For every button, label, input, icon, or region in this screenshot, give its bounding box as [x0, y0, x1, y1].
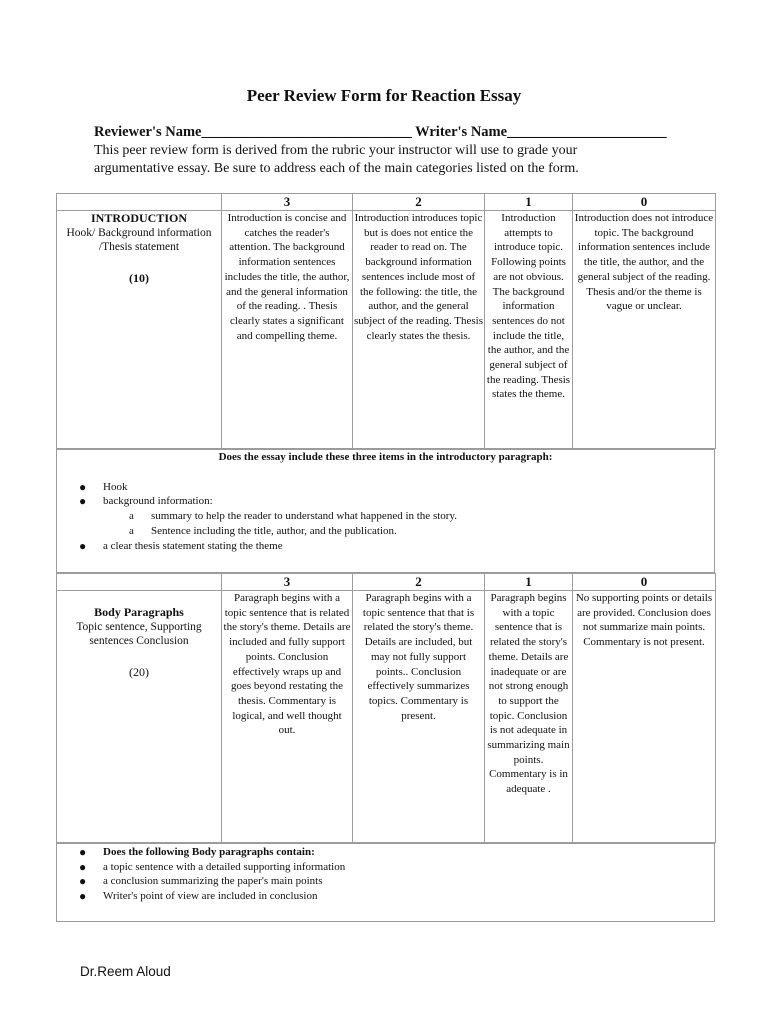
reviewer-name-blank: _____________________________ [201, 124, 412, 140]
introduction-score-0: Introduction does not introduce topic. The background information sentences include the title, the author, and the general subject of the reading. Thesis and/or the theme is vague or unclear. [573, 211, 716, 449]
criteria-header-cell [57, 194, 222, 211]
introduction-title: INTRODUCTION [90, 211, 187, 225]
score-header-row [57, 574, 716, 591]
body-checklist [56, 843, 715, 922]
instructions-line-1: This peer review form is derived from the rubric your instructor will use to grade your [94, 143, 578, 158]
introduction-row [57, 211, 716, 449]
body-rubric-table [56, 573, 716, 843]
list-item: ● a topic sentence with a detailed supporting information [79, 859, 346, 874]
criteria-header-cell [57, 574, 222, 591]
score-header-0: 0 [573, 574, 716, 591]
writer-name-label: Writer's Name [415, 124, 508, 140]
score-header-2: 2 [353, 574, 485, 591]
sub-list-item: a Sentence including the title, author, and the publication. [129, 524, 397, 537]
score-header-3: 3 [222, 194, 353, 211]
list-item: ● Does the following Body paragraphs contain: [79, 845, 315, 859]
introduction-checklist [56, 449, 715, 573]
body-score-0: No supporting points or details are provided. Conclusion does not summarize main points. Commentary is not present. [573, 591, 716, 843]
footer-author: Dr.Reem Aloud [80, 964, 171, 979]
form-title: Peer Review Form for Reaction Essay [246, 86, 522, 105]
body-score-3: Paragraph begins with a topic sentence that is related the story's theme. Details are included and fully support points. Conclusion effectively wraps up and goes beyond restating the thesis. Commentary is logical, and well thought out. [222, 591, 353, 843]
score-header-1: 1 [485, 194, 573, 211]
list-item: ● Hook [79, 479, 128, 494]
introduction-score-3: Introduction is concise and catches the reader's attention. The background information sentences includes the title, the author, and the general information of the reading. . Thesis clearly states a significant and compelling theme. [222, 211, 353, 449]
body-row [57, 591, 716, 843]
introduction-score-2: Introduction introduces topic but is does not entice the reader to read on. The background information sentences include most of the following: the title, the author, and the general subject of the reading. Thesis clearly states the thesis. [353, 211, 485, 449]
list-item: ● a clear thesis statement stating the theme [79, 538, 283, 553]
score-header-0: 0 [573, 194, 716, 211]
body-points: (20) [129, 665, 149, 680]
introduction-score-1: Introduction attempts to introduce topic. Following points are not obvious. The background information sentences do not include the title, the author, and the general subject of the reading. Thesis states the theme. [485, 211, 573, 449]
introduction-rubric-table [56, 193, 716, 449]
reviewer-name-label: Reviewer's Name [94, 124, 202, 140]
list-item: ● background information: [79, 494, 213, 509]
body-subtitle: Topic sentence, Supporting sentences Conclusion [76, 620, 202, 648]
body-score-2: Paragraph begins with a topic sentence that that is related the story's theme. Details are included, but may not fully support points.. Conclusion effectively summarizes topics. Commentary is present. [353, 591, 485, 843]
names-line [94, 124, 667, 141]
body-title: Body Paragraphs [94, 605, 184, 619]
score-header-3: 3 [222, 574, 353, 591]
score-header-1: 1 [485, 574, 573, 591]
sub-list-item: a summary to help the reader to understand what happened in the story. [129, 510, 457, 523]
score-header-2: 2 [353, 194, 485, 211]
introduction-checklist-title: Does the essay include these three items in the introductory paragraph: [218, 451, 553, 463]
score-header-row [57, 194, 716, 211]
list-item: ● a conclusion summarizing the paper's main points [79, 874, 323, 889]
list-item: ● Writer's point of view are included in conclusion [79, 889, 318, 904]
instructions-line-2: argumentative essay. Be sure to address each of the main categories listed on the form. [94, 160, 579, 176]
introduction-subtitle: Hook/ Background information /Thesis statement [66, 226, 212, 254]
body-criteria-cell [57, 591, 222, 843]
body-score-1: Paragraph begins with a topic sentence that is related the story's theme. Details are inadequate or are not strong enough to support the topic. Conclusion is not adequate in summarizing main points. Commentary is in adequate . [485, 591, 573, 843]
writer-name-blank: ______________________ [507, 124, 667, 140]
introduction-criteria-cell [57, 211, 222, 449]
instructions [94, 142, 579, 177]
introduction-points: (10) [129, 271, 149, 286]
